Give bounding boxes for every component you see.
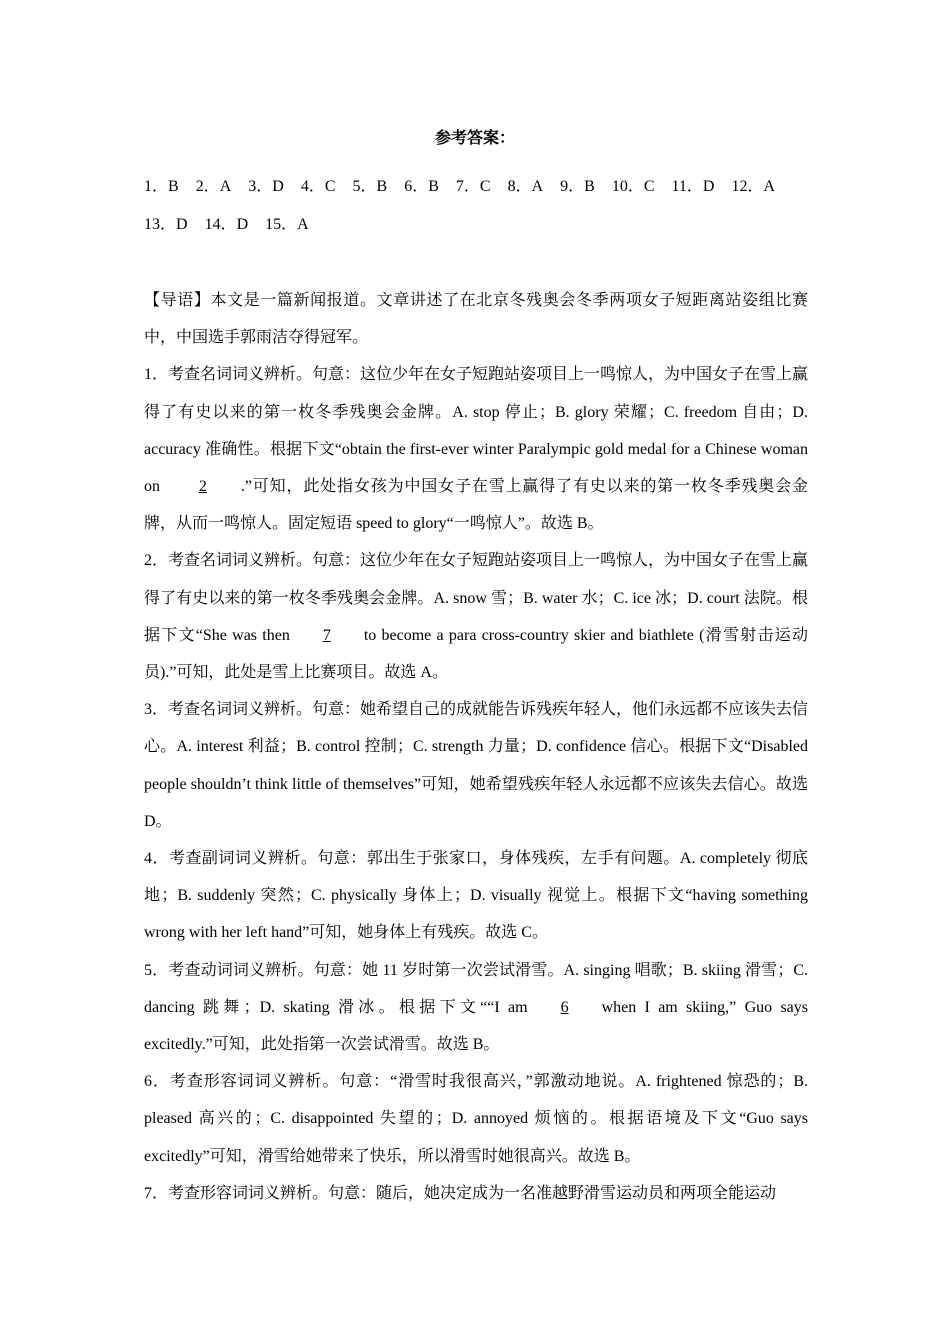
answer-12: 12．A: [731, 178, 776, 195]
item-1-text-after: .”可知，此处指女孩为中国女子在雪上赢得了有史以来的第一枚冬季残奥会金牌，从而一鸣惊人。固定短语 speed to glory“一鸣惊人”。故选 B。: [144, 478, 809, 533]
answer-row-2: [144, 213, 814, 251]
item-1-text-before: 1．考查名词词义辨析。句意：这位少年在女子短跑站姿项目上一鸣惊人，为中国女子在雪上赢得了有史以来的第一枚冬季残奥会金牌。A. stop 停止；B. glory 荣耀；C. freedom 自由；D. accuracy 准确性。根据下文“obtain the first-ever winter Paralympic gold medal for a Chinese woman on: [144, 366, 809, 496]
explanation-item-4: 4．考查副词词义辨析。句意：郭出生于张家口，身体残疾，左手有问题。A. completely 彻底地；B. suddenly 突然；C. physically 身体上；D. visually 视觉上。根据下文“having something wrong with her left hand”可知，她身体上有残疾。故选 C。: [144, 850, 808, 942]
answer-5: 5．B: [352, 178, 388, 195]
answer-2: 2．A: [195, 178, 232, 195]
item-5-text-after: when I am skiing,” Guo says excitedly.”可知，此处指第一次尝试滑雪。故选 B。: [144, 998, 808, 1054]
answer-7: 7．C: [455, 178, 491, 195]
explanation-item-5: [144, 952, 808, 1064]
answer-3: 3．D: [248, 178, 284, 195]
answer-11: 11．D: [671, 178, 715, 195]
answer-1: 1．B: [144, 178, 179, 195]
explanation-item-7: 7．考查形容词词义辨析。句意：随后，她决定成为一名准越野滑雪运动员和两项全能运动: [144, 1184, 777, 1202]
item-5-text-before: 5．考查动词词义辨析。句意：她 11 岁时第一次尝试滑雪。A. singing 唱歌；B. skiing 滑雪；C. dancing 跳舞；D. skating 滑冰。根据下文““I am: [144, 961, 808, 1016]
explanation-item-6: 6．考查形容词词义辨析。句意：“滑雪时我很高兴，”郭激动地说。A. frightened 惊恐的；B. pleased 高兴的；C. disappointed 失望的；D. annoyed 烦恼的。根据语境及下文“Guo says excitedly”可知，滑雪给她带来了快乐，所以滑雪时她很高兴。故选 B。: [144, 1073, 808, 1165]
explanation-item-2: [144, 542, 808, 691]
item-5-blank: 6: [560, 998, 569, 1016]
page-title: 参考答案：: [434, 130, 515, 147]
item-2-text-before: 2．考查名词词义辨析。句意：这位少年在女子短跑站姿项目上一鸣惊人，为中国女子在雪上赢得了有史以来的第一枚冬季残奥会金牌。A. snow 雪；B. water 水；C. ice 冰；D. court 法院。根据下文“She was then: [144, 552, 809, 644]
answer-8: 8．A: [507, 178, 544, 195]
answer-15: 15．A: [265, 216, 309, 233]
intro-paragraph: 【导语】本文是一篇新闻报道。文章讲述了在北京冬残奥会冬季两项女子短距离站姿组比赛中，中国选手郭雨洁夺得冠军。: [144, 292, 808, 347]
explanation-item-3: 3．考查名词词义辨析。句意：她希望自己的成就能告诉残疾年轻人，他们永远都不应该失去信心。A. interest 利益；B. control 控制；C. strength 力量；D. confidence 信心。根据下文“Disabled people shouldn’t think little of themselves”可知，她希望残疾年轻人永远都不应该失去信心。故选 D。: [144, 701, 809, 830]
answer-9: 9．B: [560, 178, 595, 195]
item-1-blank: 2: [198, 478, 207, 496]
answer-row-1: [144, 175, 814, 213]
answer-6: 6．B: [404, 178, 439, 195]
answer-4: 4．C: [300, 178, 336, 195]
answer-14: 14．D: [204, 216, 249, 233]
item-2-text-after: to become a para cross-country skier and biathlete (滑雪射击运动员).”可知，此处是雪上比赛项目。故选 A。: [144, 626, 808, 682]
answer-key: [144, 175, 814, 251]
answer-13: 13．D: [144, 216, 188, 233]
answer-10: 10．C: [611, 178, 655, 195]
item-2-blank: 7: [322, 626, 331, 644]
explanation-body: [144, 282, 808, 1212]
explanation-item-1: [144, 356, 808, 542]
